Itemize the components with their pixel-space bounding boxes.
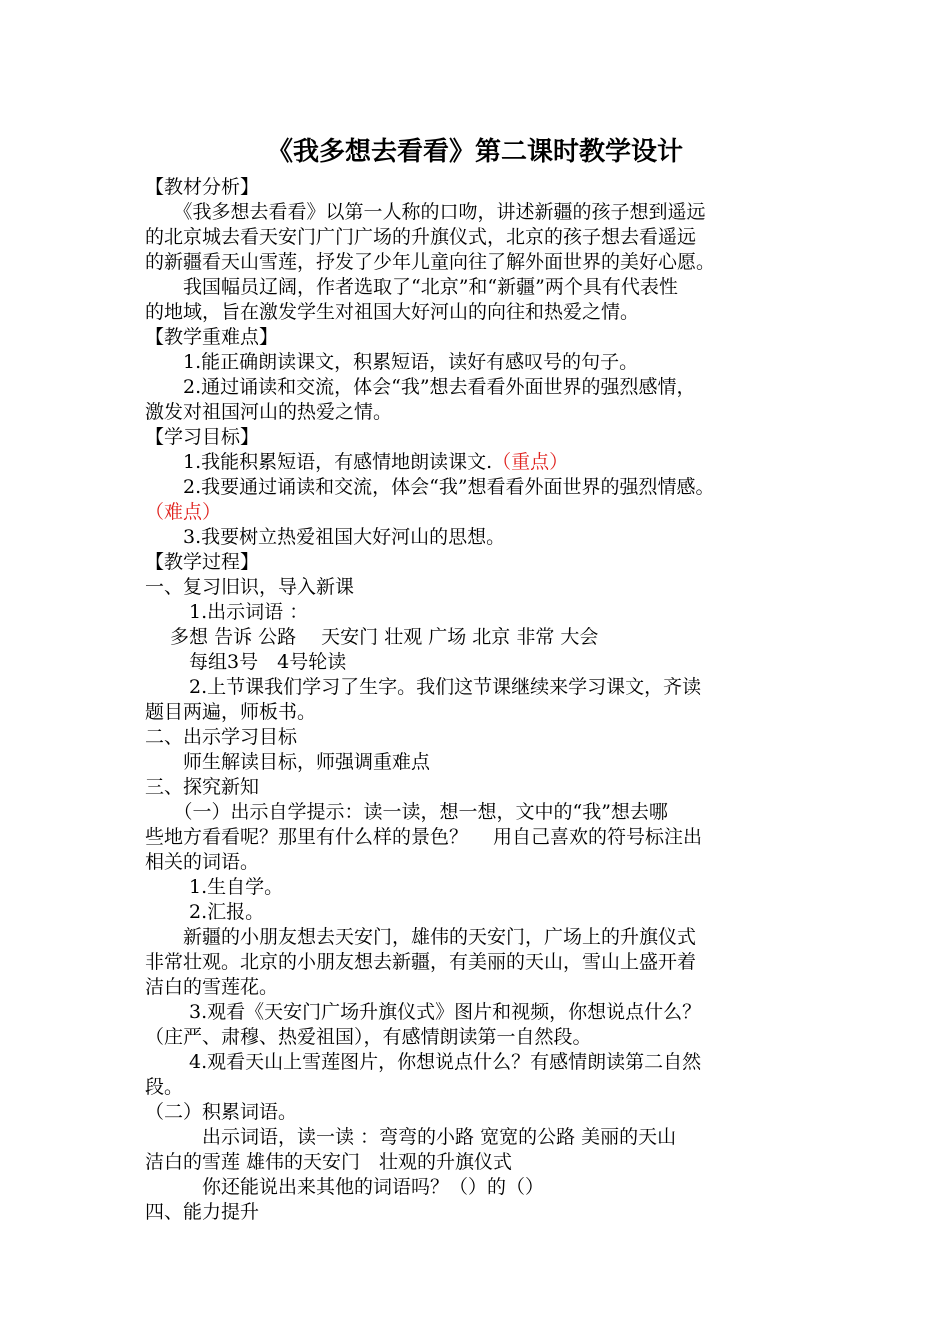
- text-line: 每组3号 4号轮读: [145, 651, 347, 673]
- text-line: 非常壮观。北京的小朋友想去新疆，有美丽的天山，雪山上盛开着: [145, 951, 697, 973]
- text-segment: 1.我能积累短语，有感情地朗读课文.: [145, 451, 493, 473]
- heading-materials-analysis: 【教材分析】: [145, 176, 260, 198]
- text-line: （一）出示自学提示：读一读，想一想，文中的“我”想去哪: [145, 801, 668, 823]
- text-line: 2.通过诵读和交流，体会“我”想去看看外面世界的强烈感情，: [145, 376, 696, 398]
- text-line: 些地方看看呢？那里有什么样的景色？ 用自己喜欢的符号标注出: [145, 826, 703, 848]
- text-line: 激发对祖国河山的热爱之情。: [145, 401, 393, 423]
- key-point-mark: （重点）: [492, 451, 569, 473]
- text-line: 2.我要通过诵读和交流，体会“我”想看看外面世界的强烈情感。: [145, 476, 715, 498]
- section-heading: （二）积累词语。: [145, 1101, 298, 1123]
- text-line: 洁白的雪莲花。: [145, 976, 279, 998]
- text-line: 的北京城去看天安门广门广场的升旗仪式，北京的孩子想去看遥远: [145, 226, 697, 248]
- text-line: 洁白的雪莲 雄伟的天安门 壮观的升旗仪式: [145, 1151, 513, 1173]
- text-line: 1.能正确朗读课文，积累短语，读好有感叹号的句子。: [145, 351, 639, 373]
- text-line: 4.观看天山上雪莲图片，你想说点什么？有感情朗读第二自然: [145, 1051, 702, 1073]
- text-line: 段。: [145, 1076, 184, 1098]
- text-line: 2.汇报。: [145, 901, 265, 923]
- text-line: 相关的词语。: [145, 851, 260, 873]
- text-line: 的地域，旨在激发学生对祖国大好河山的向往和热爱之情。: [145, 301, 640, 323]
- text-line: 的新疆看天山雪莲，抒发了少年儿童向往了解外面世界的美好心愿。: [145, 251, 716, 273]
- section-heading: 一、复习旧识，导入新课: [145, 576, 355, 598]
- heading-teaching-process: 【教学过程】: [145, 551, 260, 573]
- difficult-point-mark: （难点）: [145, 501, 222, 523]
- text-line: 新疆的小朋友想去天安门，雄伟的天安门，广场上的升旗仪式: [145, 926, 697, 948]
- text-line: 我国幅员辽阔，作者选取了“北京”和“新疆”两个具有代表性: [145, 276, 678, 298]
- section-heading: 四、能力提升: [145, 1201, 260, 1223]
- objective-line-2-cont: [145, 500, 221, 525]
- text-line: 出示词语，读一读 ：弯弯的小路 宽宽的公路 美丽的天山: [145, 1126, 677, 1148]
- text-line: 3.我要树立热爱祖国大好河山的思想。: [145, 526, 506, 548]
- objective-line-1: [145, 450, 568, 475]
- section-heading: 三、探究新知: [145, 776, 260, 798]
- section-heading: 二、出示学习目标: [145, 726, 298, 748]
- text-line: （庄严、肃穆、热爱祖国），有感情朗读第一自然段。: [145, 1026, 592, 1048]
- heading-learning-objectives: 【学习目标】: [145, 426, 260, 448]
- text-line: 3.观看《天安门广场升旗仪式》图片和视频，你想说点什么？: [145, 1001, 702, 1023]
- text-line: 题目两遍，师板书。: [145, 701, 317, 723]
- text-line: 你还能说出来其他的词语吗？（）的（）: [145, 1176, 545, 1198]
- text-line: 师生解读目标，师强调重难点: [145, 751, 431, 773]
- text-line: 《我多想去看看》以第一人称的口吻，讲述新疆的孩子想到遥远: [145, 201, 706, 223]
- page-title: 《我多想去看看》第二课时教学设计: [266, 137, 683, 167]
- word-list: 多想 告诉 公路 天安门 壮观 广场 北京 非常 大会: [145, 626, 599, 648]
- text-line: 1.生自学。: [145, 876, 284, 898]
- heading-key-difficult-points: 【教学重难点】: [145, 326, 279, 348]
- text-line: 1.出示词语 ：: [145, 601, 309, 623]
- text-line: 2.上节课我们学习了生字。我们这节课继续来学习课文，齐读: [145, 676, 702, 698]
